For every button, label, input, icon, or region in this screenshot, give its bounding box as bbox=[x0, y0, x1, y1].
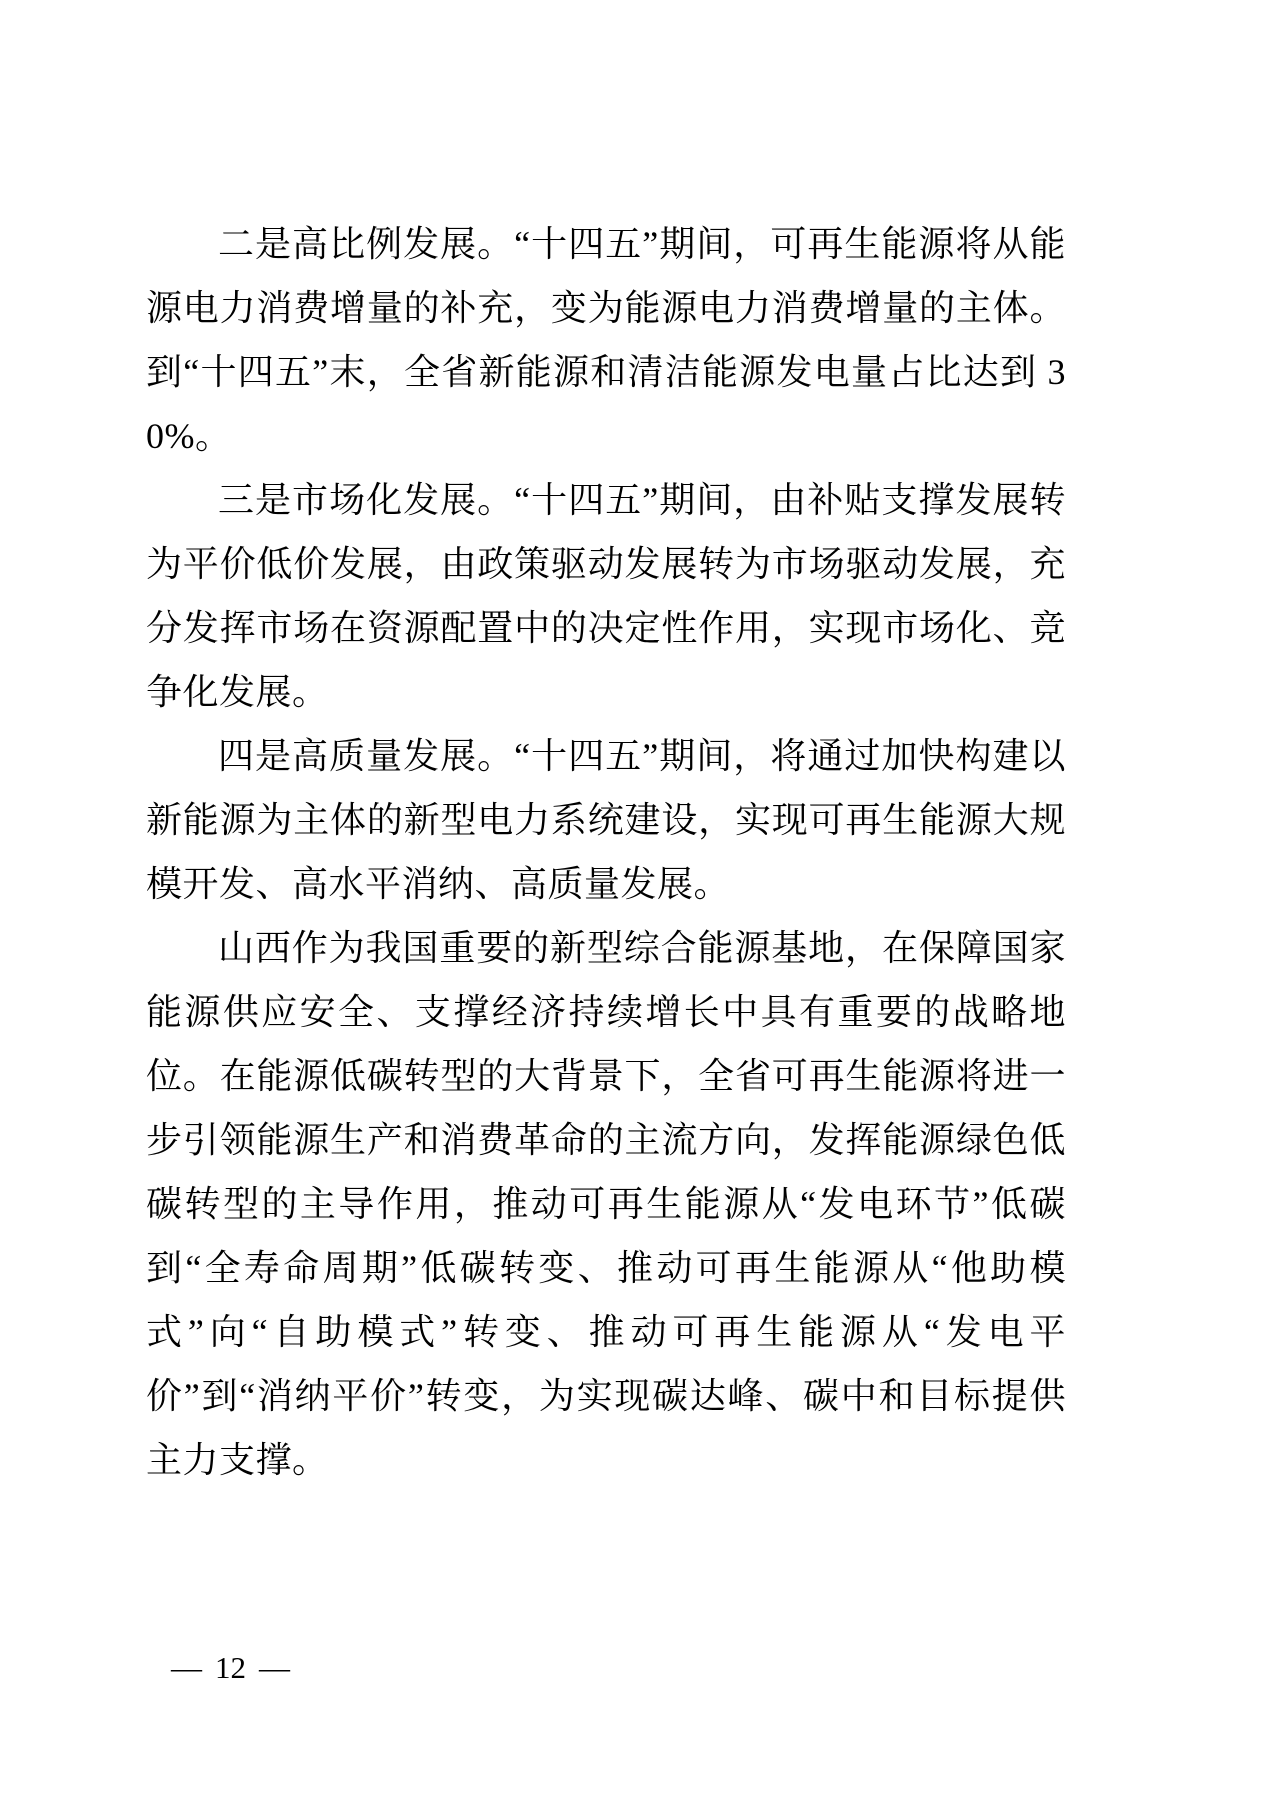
page-footer bbox=[171, 1648, 290, 1688]
page-number: 12 bbox=[215, 1650, 246, 1685]
paragraph-marketization-development: 三是市场化发展。“十四五”期间，由补贴支撑发展转为平价低价发展，由政策驱动发展转为市场驱动发展，充分发挥市场在资源配置中的决定性作用，实现市场化、竞争化发展。 bbox=[146, 480, 1066, 712]
paragraph-shanxi-energy-base: 山西作为我国重要的新型综合能源基地，在保障国家能源供应安全、支撑经济持续增长中具有重要的战略地位。在能源低碳转型的大背景下，全省可再生能源将进一步引领能源生产和消费革命的主流方向，发挥能源绿色低碳转型的主导作用，推动可再生能源从“发电环节”低碳到“全寿命周期”低碳转变、推动可再生能源从“他助模式”向“自助模式”转变、推动可再生能源从“发电平价”到“消纳平价”转变，为实现碳达峰、碳中和目标提供主力支撑。 bbox=[146, 928, 1066, 1480]
footer-dash-right: — bbox=[259, 1650, 290, 1685]
paragraph-high-proportion-development: 二是高比例发展。“十四五”期间，可再生能源将从能源电力消费增量的补充，变为能源电力消费增量的主体。到“十四五”末，全省新能源和清洁能源发电量占比达到 30%。 bbox=[146, 224, 1066, 456]
footer-dash-left: — bbox=[171, 1650, 202, 1685]
document-body bbox=[146, 212, 1066, 1492]
paragraph-high-quality-development: 四是高质量发展。“十四五”期间，将通过加快构建以新能源为主体的新型电力系统建设，实现可再生能源大规模开发、高水平消纳、高质量发展。 bbox=[146, 736, 1066, 904]
